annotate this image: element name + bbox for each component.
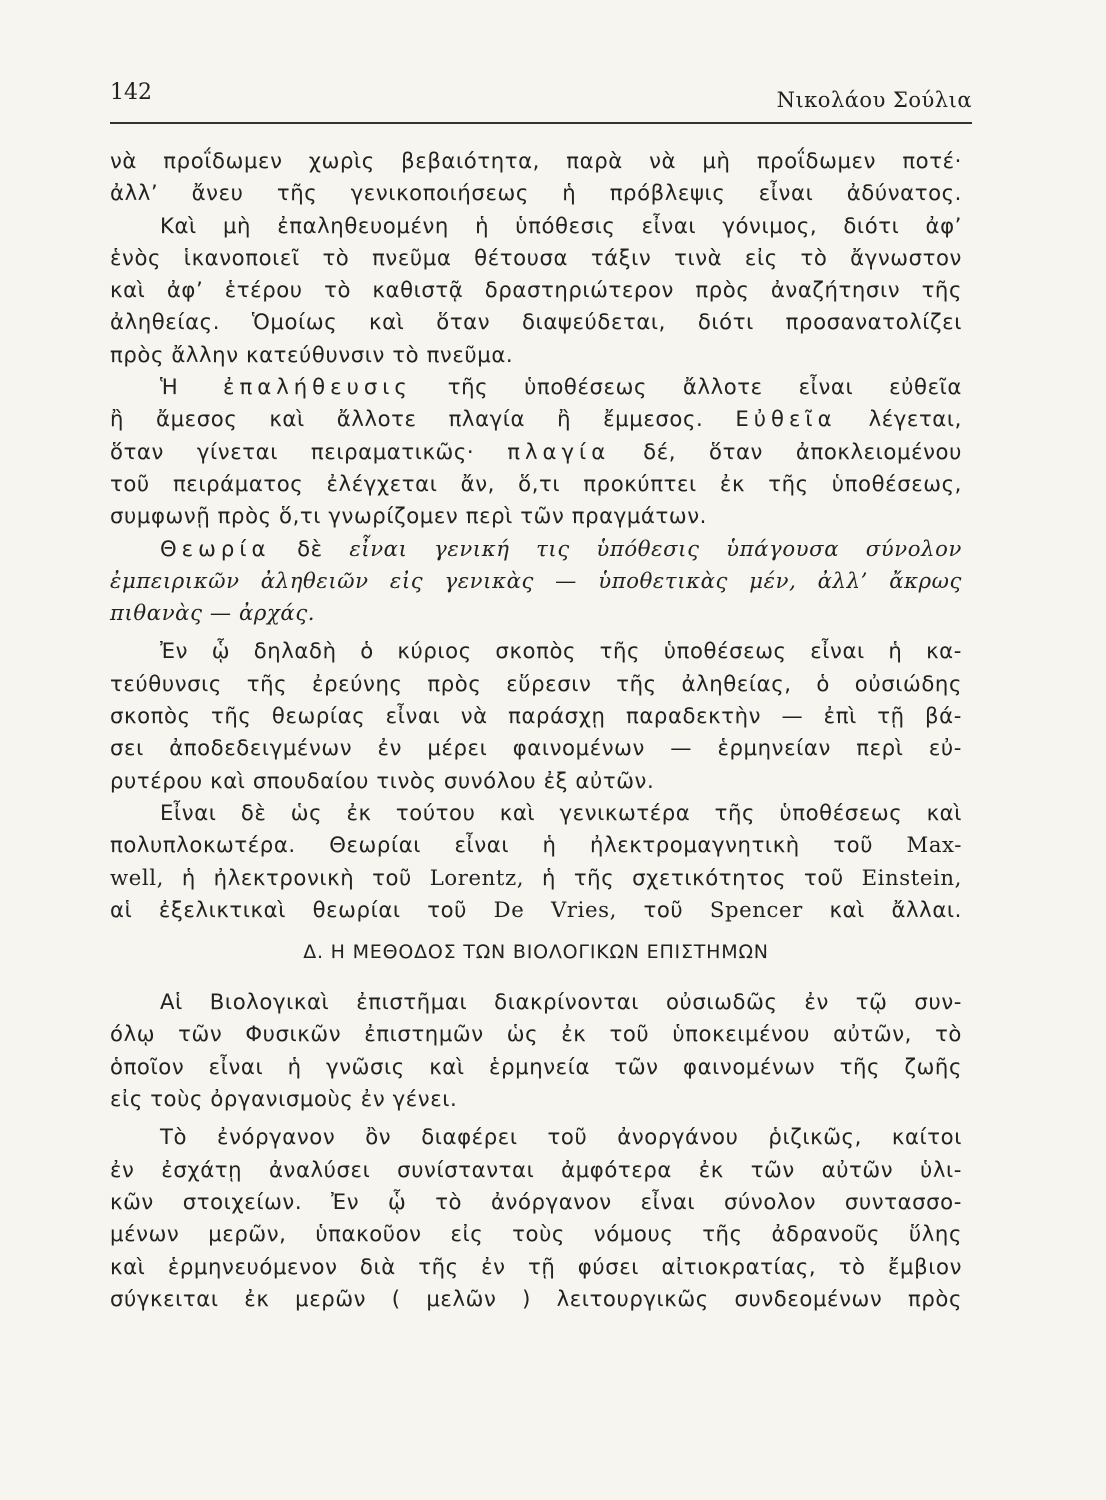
text-line: Αἱ Βιολογικαὶ ἐπιστῆμαι διακρίνονται οὐσιωδῶς ἐν τῷ συν- <box>160 989 962 1015</box>
text-fragment: λέγεται, <box>868 406 962 432</box>
text-line: Τὸ ἐνόργανον ὂν διαφέρει τοῦ ἀνοργάνου ῥιζικῶς, καίτοι <box>160 1124 962 1150</box>
page-number: 142 <box>110 80 152 105</box>
italic-definition: ἐμπειρικῶν ἀληθειῶν εἰς γενικὰς — ὑποθετικὰς μέν, ἀλλ’ ἄκρως <box>110 567 962 593</box>
body-text <box>110 145 962 1315</box>
text-line <box>110 829 962 861</box>
latin-name: Spencer <box>709 896 803 922</box>
latin-name: well, <box>110 864 164 890</box>
text-line <box>110 894 962 926</box>
page-header <box>110 76 972 124</box>
text-line: Εἶναι δὲ ὡς ἐκ τούτου καὶ γενικωτέρα τῆς ὑποθέσεως καὶ <box>160 799 962 825</box>
section-heading: Δ. Η ΜΕΘΟΔΟΣ ΤΩΝ ΒΙΟΛΟΓΙΚΩΝ ΕΠΙΣΤΗΜΩΝ <box>303 941 769 964</box>
text-line: συμφωνῇ πρὸς ὅ,τι γνωρίζομεν περὶ τῶν πραγμάτων. <box>110 503 707 529</box>
spaced-term: Θεωρία <box>160 535 271 561</box>
spaced-term: Εὐθεῖα <box>735 406 837 432</box>
spaced-term: πλαγία <box>507 438 611 464</box>
text-line: Καὶ μὴ ἐπαληθευομένη ἡ ὑπόθεσις εἶναι γόνιμος, διότι ἀφ’ <box>160 212 962 238</box>
text-line: πρὸς ἄλλην κατεύθυνσιν τὸ πνεῦμα. <box>110 341 514 367</box>
text-fragment: ἢ ἄμεσος καὶ ἄλλοτε πλαγία ἢ ἔμμεσος. <box>110 406 704 432</box>
text-line: τεύθυνσις τῆς ἐρεύνης πρὸς εὕρεσιν τῆς ἀληθείας, ὁ οὐσιώδης <box>110 670 962 696</box>
text-line: καὶ ἀφ’ ἑτέρου τὸ καθιστᾷ δραστηριώτερον πρὸς ἀναζήτησιν τῆς <box>110 277 962 303</box>
text-fragment: τῆς ὑποθέσεως ἄλλοτε εἶναι εὐθεῖα <box>447 374 962 400</box>
text-line <box>110 862 962 894</box>
text-line: ἑνὸς ἱκανοποιεῖ τὸ πνεῦμα θέτουσα τάξιν τινὰ εἰς τὸ ἄγνωστον <box>110 244 962 270</box>
text-line: όλῳ τῶν Φυσικῶν ἐπιστημῶν ὡς ἐκ τοῦ ὑποκειμένου αὐτῶν, τὸ <box>110 1021 962 1047</box>
text-fragment: ἡ ἠλεκτρονικὴ τοῦ <box>181 864 412 890</box>
text-line: τοῦ πειράματος ἐλέγχεται ἄν, ὅ,τι προκύπτει ἐκ τῆς ὑποθέσεως, <box>110 470 962 496</box>
text-fragment: αἱ ἐξελικτικαὶ θεωρίαι τοῦ <box>110 896 468 922</box>
text-line: Ἐν ᾧ δηλαδὴ ὁ κύριος σκοπὸς τῆς ὑποθέσεως εἶναι ἡ κα- <box>160 638 962 664</box>
text-fragment: ὅταν γίνεται πειραματικῶς· <box>110 438 475 464</box>
latin-name: De Vries, <box>493 896 617 922</box>
text-fragment: καὶ ἄλλαι. <box>829 896 962 922</box>
text-line <box>110 403 962 435</box>
spaced-term: Ἡ ἐπαλήθευσις <box>160 374 412 400</box>
italic-definition: εἶναι γενική τις ὑπόθεσις ὑπάγουσα σύνολον <box>349 535 962 561</box>
text-line: ἀλλ’ ἄνευ τῆς γενικοποιήσεως ἡ πρόβλεψις εἶναι ἀδύνατος. <box>110 180 962 206</box>
text-line: σύγκειται ἐκ μερῶν ( μελῶν ) λειτουργικῶς συνδεομένων πρὸς <box>110 1285 962 1311</box>
text-line: ἐν ἐσχάτῃ ἀναλύσει συνίστανται ἀμφότερα ἐκ τῶν αὐτῶν ὑλι- <box>110 1156 962 1182</box>
text-line <box>110 436 962 468</box>
text-fragment: ἡ τῆς σχετικότητος τοῦ <box>541 864 844 890</box>
text-line: εἰς τοὺς ὀργανισμοὺς ἐν γένει. <box>110 1086 458 1112</box>
text-line: καὶ ἑρμηνευόμενον διὰ τῆς ἐν τῇ φύσει αἰτιοκρατίας, τὸ ἔμβιον <box>110 1253 962 1279</box>
text-fragment: πολυπλοκωτέρα. Θεωρίαι εἶναι ἡ ἠλεκτρομαγνητικὴ τοῦ <box>110 832 874 858</box>
latin-name: Lorentz, <box>429 864 525 890</box>
italic-definition: πιθανὰς — ἀρχάς. <box>110 600 316 626</box>
text-fragment: δὲ <box>297 535 323 561</box>
text-line: ρυτέρου καὶ σπουδαίου τινὸς συνόλου ἐξ αὐτῶν. <box>110 767 655 793</box>
latin-name: Max- <box>906 832 962 858</box>
text-line: σει ἀποδεδειγμένων ἐν μέρει φαινομένων — ἑρμηνείαν περὶ εὐ- <box>110 735 962 761</box>
text-line: κῶν στοιχείων. Ἐν ᾧ τὸ ἀνόργανον εἶναι σύνολον συντασσο- <box>110 1188 962 1214</box>
text-line: μένων μερῶν, ὑπακοῦον εἰς τοὺς νόμους τῆς ἀδρανοῦς ὕλης <box>110 1221 962 1247</box>
running-head: Νικολάου Σούλια <box>776 88 972 112</box>
text-line <box>110 533 962 565</box>
text-fragment: δέ, ὅταν ἀποκλειομένου <box>643 438 962 464</box>
text-line: νὰ προΐδωμεν χωρὶς βεβαιότητα, παρὰ νὰ μὴ προΐδωμεν ποτέ· <box>110 148 962 173</box>
text-line <box>110 371 962 403</box>
text-line: ὁποῖον εἶναι ἡ γνῶσις καὶ ἑρμηνεία τῶν φαινομένων τῆς ζωῆς <box>110 1053 962 1079</box>
text-fragment: τοῦ <box>643 896 684 922</box>
text-line: σκοπὸς τῆς θεωρίας εἶναι νὰ παράσχῃ παραδεκτὴν — ἐπὶ τῇ βά- <box>110 703 962 729</box>
latin-name: Einstein, <box>861 864 962 890</box>
text-line: ἀληθείας. Ὁμοίως καὶ ὅταν διαψεύδεται, διότι προσανατολίζει <box>110 309 962 335</box>
